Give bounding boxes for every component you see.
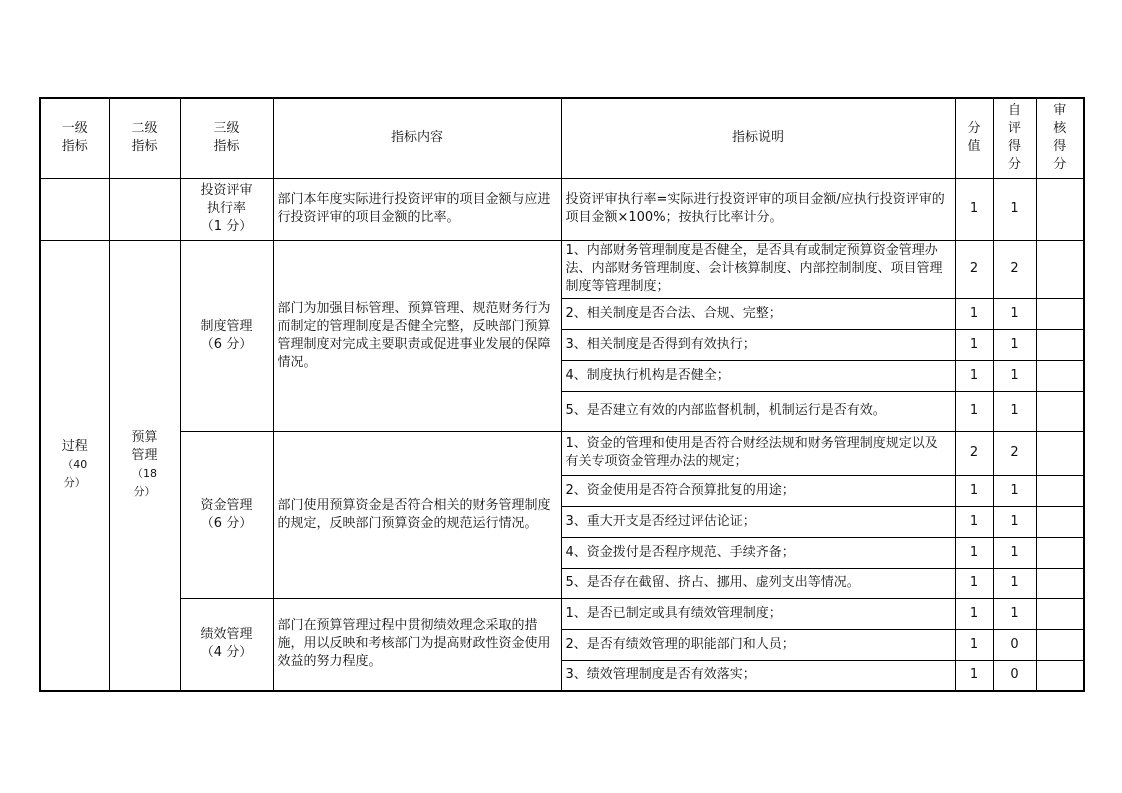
header-explain: 指标说明 bbox=[561, 98, 955, 178]
header-level2: 二级 指标 bbox=[109, 98, 180, 178]
score-cell: 2 bbox=[955, 240, 993, 298]
score-cell: 1 bbox=[955, 475, 993, 506]
explain-item: 3、绩效管理制度是否有效落实； bbox=[561, 660, 955, 691]
content-performance: 部门在预算管理过程中贯彻绩效理念采取的措施，用以反映和考核部门为提高财政性资金使用效益的努力程度。 bbox=[273, 598, 561, 691]
self-score-cell: 1 bbox=[993, 568, 1036, 598]
self-score-cell: 1 bbox=[993, 360, 1036, 391]
evaluation-table bbox=[39, 97, 1085, 692]
self-score-cell: 2 bbox=[993, 431, 1036, 475]
self-score-cell: 0 bbox=[993, 660, 1036, 691]
explain-item: 4、资金拨付是否程序规范、手续齐备； bbox=[561, 537, 955, 568]
score-cell: 1 bbox=[955, 568, 993, 598]
score-cell: 1 bbox=[955, 391, 993, 431]
explain-item: 1、资金的管理和使用是否符合财经法规和财务管理制度规定以及有关专项资金管理办法的规定； bbox=[561, 431, 955, 475]
audit-score-cell bbox=[1036, 506, 1084, 537]
self-score-cell: 1 bbox=[993, 475, 1036, 506]
level3-funds: 资金管理 （6 分） bbox=[180, 431, 273, 598]
audit-score-cell bbox=[1036, 360, 1084, 391]
score-cell: 1 bbox=[955, 329, 993, 360]
self-score-cell: 1 bbox=[993, 329, 1036, 360]
self-score-cell: 1 bbox=[993, 598, 1036, 629]
empty-cell bbox=[109, 178, 180, 240]
table-row bbox=[40, 240, 1084, 298]
self-score-cell: 1 bbox=[993, 506, 1036, 537]
audit-score-cell bbox=[1036, 598, 1084, 629]
audit-score-cell bbox=[1036, 240, 1084, 298]
explain-item: 4、制度执行机构是否健全； bbox=[561, 360, 955, 391]
explain-item: 1、是否已制定或具有绩效管理制度； bbox=[561, 598, 955, 629]
level2-budget: 预算 管理 （18 分） bbox=[109, 240, 180, 691]
audit-score-cell bbox=[1036, 431, 1084, 475]
header-level3: 三级 指标 bbox=[180, 98, 273, 178]
level1-process: 过程 （40 分） bbox=[40, 240, 109, 691]
score-cell: 1 bbox=[955, 660, 993, 691]
audit-score-cell bbox=[1036, 178, 1084, 240]
explain-item: 3、重大开支是否经过评估论证； bbox=[561, 506, 955, 537]
audit-score-cell bbox=[1036, 298, 1084, 329]
explain-item: 5、是否建立有效的内部监督机制，机制运行是否有效。 bbox=[561, 391, 955, 431]
audit-score-cell bbox=[1036, 629, 1084, 660]
explain-item: 2、是否有绩效管理的职能部门和人员； bbox=[561, 629, 955, 660]
table-row-invest bbox=[40, 178, 1084, 240]
table-row bbox=[40, 598, 1084, 629]
explain-item: 5、是否存在截留、挤占、挪用、虚列支出等情况。 bbox=[561, 568, 955, 598]
audit-score-cell bbox=[1036, 475, 1084, 506]
explain-item: 2、相关制度是否合法、合规、完整； bbox=[561, 298, 955, 329]
score-cell: 1 bbox=[955, 178, 993, 240]
self-score-cell: 1 bbox=[993, 178, 1036, 240]
content-system: 部门为加强目标管理、预算管理、规范财务行为而制定的管理制度是否健全完整，反映部门预算管理制度对完成主要职责或促进事业发展的保障情况。 bbox=[273, 240, 561, 431]
header-row bbox=[40, 98, 1084, 178]
audit-score-cell bbox=[1036, 391, 1084, 431]
self-score-cell: 1 bbox=[993, 537, 1036, 568]
self-score-cell: 1 bbox=[993, 298, 1036, 329]
header-level1: 一级 指标 bbox=[40, 98, 109, 178]
self-score-cell: 2 bbox=[993, 240, 1036, 298]
score-cell: 1 bbox=[955, 360, 993, 391]
level3-system: 制度管理 （6 分） bbox=[180, 240, 273, 431]
score-cell: 1 bbox=[955, 598, 993, 629]
audit-score-cell bbox=[1036, 660, 1084, 691]
score-cell: 1 bbox=[955, 629, 993, 660]
content-funds: 部门使用预算资金是否符合相关的财务管理制度的规定，反映部门预算资金的规范运行情况。 bbox=[273, 431, 561, 598]
score-cell: 1 bbox=[955, 298, 993, 329]
score-cell: 1 bbox=[955, 537, 993, 568]
explain-item: 2、资金使用是否符合预算批复的用途； bbox=[561, 475, 955, 506]
table-row bbox=[40, 431, 1084, 475]
header-self-score: 自 评 得 分 bbox=[993, 98, 1036, 178]
score-cell: 2 bbox=[955, 431, 993, 475]
explain-invest: 投资评审执行率=实际进行投资评审的项目金额/应执行投资评审的项目金额×100%；按执行比率计分。 bbox=[561, 178, 955, 240]
audit-score-cell bbox=[1036, 568, 1084, 598]
empty-cell bbox=[40, 178, 109, 240]
self-score-cell: 0 bbox=[993, 629, 1036, 660]
content-invest: 部门本年度实际进行投资评审的项目金额与应进行投资评审的项目金额的比率。 bbox=[273, 178, 561, 240]
self-score-cell: 1 bbox=[993, 391, 1036, 431]
audit-score-cell bbox=[1036, 537, 1084, 568]
score-cell: 1 bbox=[955, 506, 993, 537]
header-content: 指标内容 bbox=[273, 98, 561, 178]
header-score: 分 值 bbox=[955, 98, 993, 178]
header-audit-score: 审 核 得 分 bbox=[1036, 98, 1084, 178]
level3-invest: 投资评审 执行率 （1 分） bbox=[180, 178, 273, 240]
level3-performance: 绩效管理 （4 分） bbox=[180, 598, 273, 691]
audit-score-cell bbox=[1036, 329, 1084, 360]
explain-item: 3、相关制度是否得到有效执行； bbox=[561, 329, 955, 360]
explain-item: 1、内部财务管理制度是否健全，是否具有或制定预算资金管理办法、内部财务管理制度、会计核算制度、内部控制制度、项目管理制度等管理制度； bbox=[561, 240, 955, 298]
